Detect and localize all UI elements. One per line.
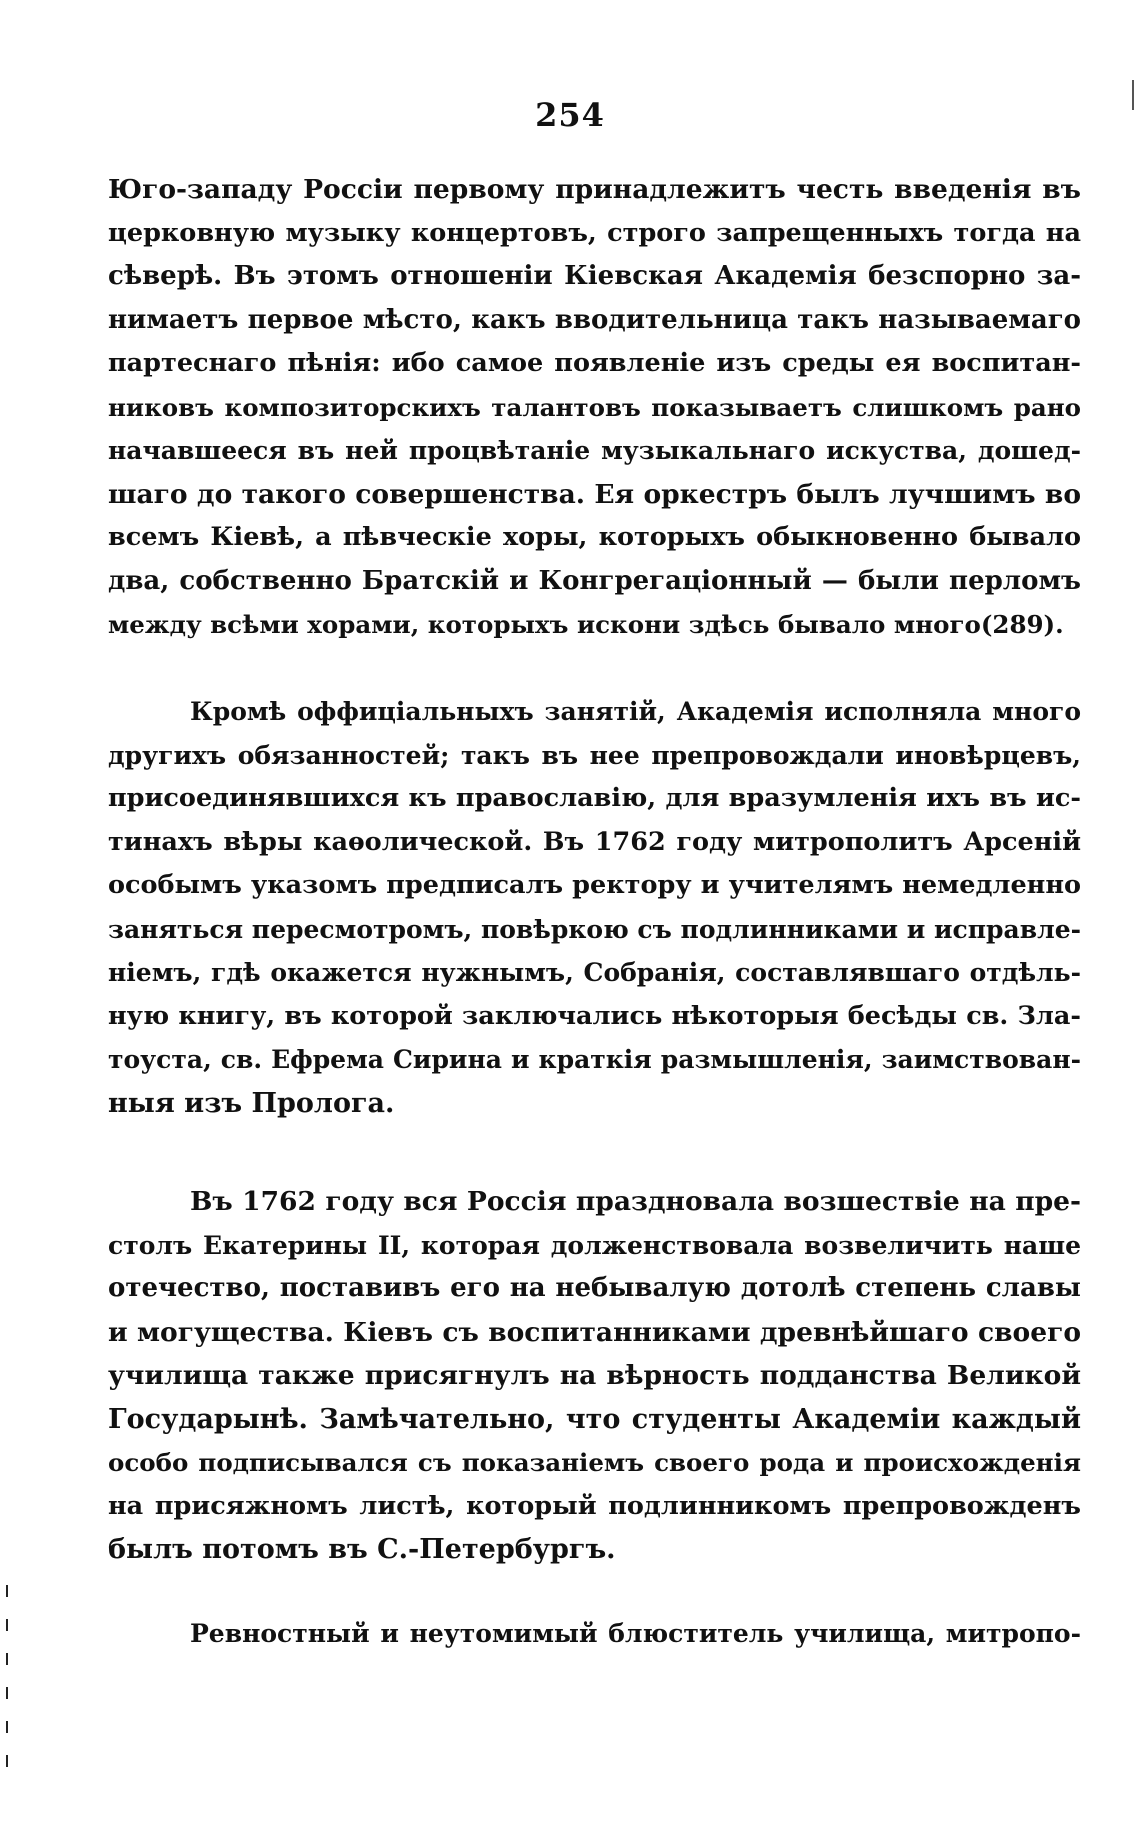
text-line: между всѣми хорами, которыхъ искони здѣсь бывало много(289). xyxy=(108,610,1064,639)
text-line: всемъ Кіевѣ, а пѣвческіе хоры, которыхъ обыкновенно бывало xyxy=(108,522,1081,552)
text-line: сѣверѣ. Въ этомъ отношеніи Кіевская Академія безспорно за- xyxy=(108,261,1081,291)
text-line: ную книгу, въ которой заключались нѣкоторыя бесѣды св. Зла- xyxy=(108,1000,1081,1031)
text-line: на присяжномъ листѣ, который подлинникомъ препровожденъ xyxy=(108,1490,1081,1521)
page-number: 254 xyxy=(535,96,605,134)
text-line: тинахъ вѣры каѳолической. Въ 1762 году митрополитъ Арсеній xyxy=(108,826,1081,857)
text-line: былъ потомъ въ С.-Петербургъ. xyxy=(108,1534,616,1565)
text-line: никовъ композиторскихъ талантовъ показываетъ слишкомъ рано xyxy=(108,392,1081,422)
text-line: заняться пересмотромъ, повѣркою съ подлинниками и исправле- xyxy=(108,914,1081,944)
text-line: два, собственно Братскій и Конгрегаціонный — были перломъ xyxy=(108,565,1081,596)
paragraph-3 xyxy=(108,1180,1081,1572)
text-line: Ревностный и неутомимый блюститель училища, митропо- xyxy=(190,1619,1081,1648)
paragraph-2 xyxy=(108,690,1081,1125)
text-line: особымъ указомъ предписалъ ректору и учителямъ немедленно xyxy=(108,870,1081,900)
text-line: училища также присягнулъ на вѣрность подданства Великой xyxy=(108,1360,1081,1391)
text-line: Государынѣ. Замѣчательно, что студенты Академіи каждый xyxy=(108,1403,1081,1435)
text-line: столъ Екатерины II, которая долженствовала возвеличить наше xyxy=(108,1230,1081,1260)
text-line: Кромѣ оффиціальныхъ занятій, Академія исполняла много xyxy=(190,697,1081,726)
text-line: ніемъ, гдѣ окажется нужнымъ, Собранія, составлявшаго отдѣль- xyxy=(108,958,1081,987)
paragraph-1 xyxy=(108,168,1081,647)
text-line: присоединявшихся къ православію, для вразумленія ихъ въ ис- xyxy=(108,783,1081,813)
text-line: начавшееся въ ней процвѣтаніе музыкальнаго искуства, дошед- xyxy=(108,436,1081,465)
text-line: особо подписывался съ показаніемъ своего рода и происхожденія xyxy=(108,1448,1081,1477)
text-line: отечество, поставивъ его на небывалую дотолѣ степень славы xyxy=(108,1273,1081,1303)
text-line: тоуста, св. Ефрема Сирина и краткія размышленія, заимствован- xyxy=(108,1045,1081,1074)
text-line: нимаетъ первое мѣсто, какъ вводительница такъ называемаго xyxy=(108,304,1081,335)
text-line: Въ 1762 году вся Россія праздновала возшествіе на пре- xyxy=(190,1186,1081,1217)
text-line: ныя изъ Пролога. xyxy=(108,1087,395,1119)
scan-margin-marks xyxy=(6,1585,10,1790)
paragraph-4 xyxy=(108,1612,1081,1656)
text-line: церковную музыку концертовъ, строго запрещенныхъ тогда на xyxy=(108,217,1081,248)
text-line: и могущества. Кіевъ съ воспитанниками древнѣйшаго своего xyxy=(108,1316,1081,1348)
text-line: партеснаго пѣнія: ибо самое появленіе изъ среды ея воспитан- xyxy=(108,348,1081,378)
text-line: Юго-западу Россіи первому принадлежитъ честь введенія въ xyxy=(108,174,1081,205)
text-line: шаго до такого совершенства. Ея оркестръ былъ лучшимъ во xyxy=(108,478,1081,510)
text-line: другихъ обязанностей; такъ въ нее препровождали иновѣрцевъ, xyxy=(108,740,1081,770)
